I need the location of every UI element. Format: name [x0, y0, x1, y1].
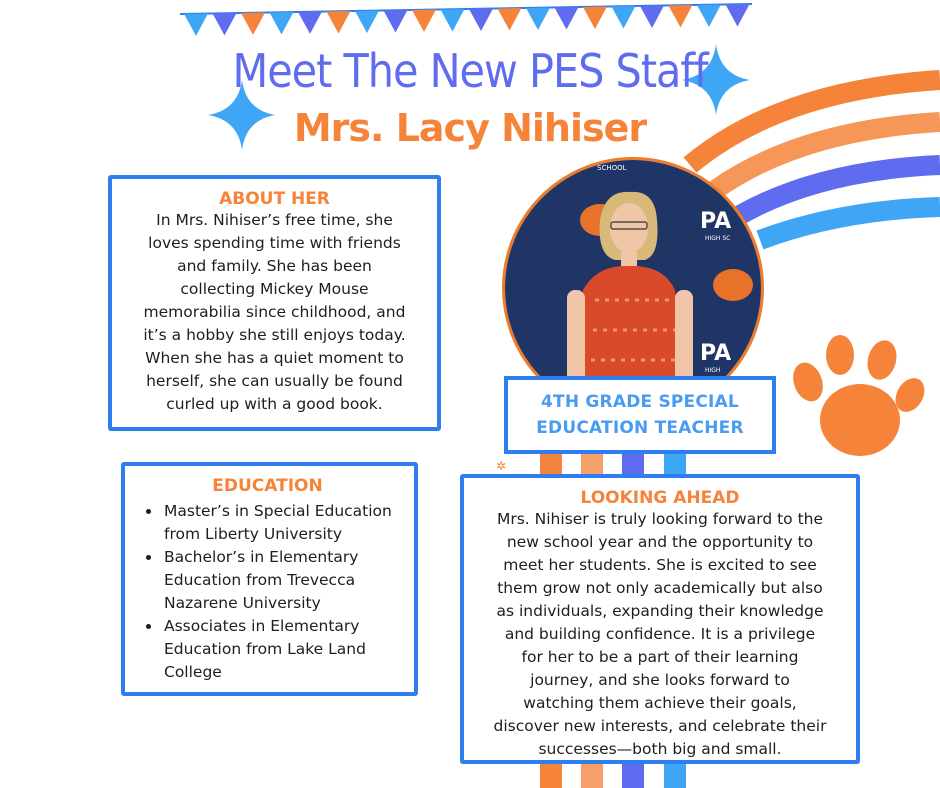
about-line: In Mrs. Nihiser’s free time, she — [156, 211, 393, 229]
education-item: • Associates in Elementary Education from Lake Land College — [162, 615, 406, 684]
education-item: • Bachelor’s in Elementary Education from Trevecca Nazarene University — [162, 546, 406, 615]
looking-ahead-line: discover new interests, and celebrate their — [493, 717, 827, 735]
backdrop-logo-text-2: PA — [700, 341, 732, 366]
looking-ahead-title: LOOKING AHEAD — [580, 488, 740, 508]
role-line-1: 4TH GRADE SPECIAL — [541, 392, 739, 412]
about-line: curled up with a good book. — [166, 395, 383, 413]
looking-ahead-line: and building confidence. It is a privilege — [504, 625, 816, 643]
looking-ahead-body — [464, 508, 856, 761]
looking-ahead-line: Mrs. Nihiser is truly looking forward to the — [496, 510, 824, 528]
education-list — [129, 500, 406, 684]
backdrop-sub-text: HIGH SC — [705, 235, 731, 242]
looking-ahead-line: successes—both big and small. — [538, 740, 782, 758]
about-line: and family. She has been — [177, 257, 372, 275]
backdrop-logo-text: PA — [700, 209, 732, 234]
role-box — [504, 376, 776, 454]
about-title: ABOUT HER — [219, 189, 330, 209]
education-card — [121, 462, 418, 696]
looking-ahead-line: for her to be a part of their learning — [521, 648, 799, 666]
about-line: collecting Mickey Mouse — [180, 280, 369, 298]
svg-text:✲: ✲ — [496, 459, 507, 473]
paw-icon — [788, 335, 930, 456]
looking-ahead-line: as individuals, expanding their knowledge — [496, 602, 824, 620]
looking-ahead-line: watching them achieve their goals, — [523, 694, 797, 712]
looking-ahead-line: them grow not only academically but also — [497, 579, 823, 597]
education-item: • Master’s in Special Education from Liberty University — [162, 500, 406, 546]
about-body — [112, 209, 437, 416]
about-line: When she has a quiet moment to — [145, 349, 404, 367]
looking-ahead-line: meet her students. She is excited to see — [503, 556, 817, 574]
looking-ahead-card — [460, 474, 860, 764]
about-line: loves spending time with friends — [148, 234, 401, 252]
about-line: memorabilia since childhood, and — [143, 303, 406, 321]
backdrop-sub-text-2: HIGH — [705, 367, 721, 374]
education-title: EDUCATION — [212, 476, 323, 496]
role-line-2: EDUCATION TEACHER — [536, 418, 744, 438]
looking-ahead-line: new school year and the opportunity to — [506, 533, 814, 551]
page-title: Meet The New PES Staff — [232, 44, 708, 98]
looking-ahead-line: journey, and she looks forward to — [530, 671, 790, 689]
about-card — [108, 175, 441, 431]
staff-name: Mrs. Lacy Nihiser — [293, 106, 647, 150]
about-line: herself, she can usually be found — [146, 372, 403, 390]
about-line: it’s a hobby she still enjoys today. — [143, 326, 406, 344]
backdrop-school-text: SCHOOL — [597, 164, 627, 172]
